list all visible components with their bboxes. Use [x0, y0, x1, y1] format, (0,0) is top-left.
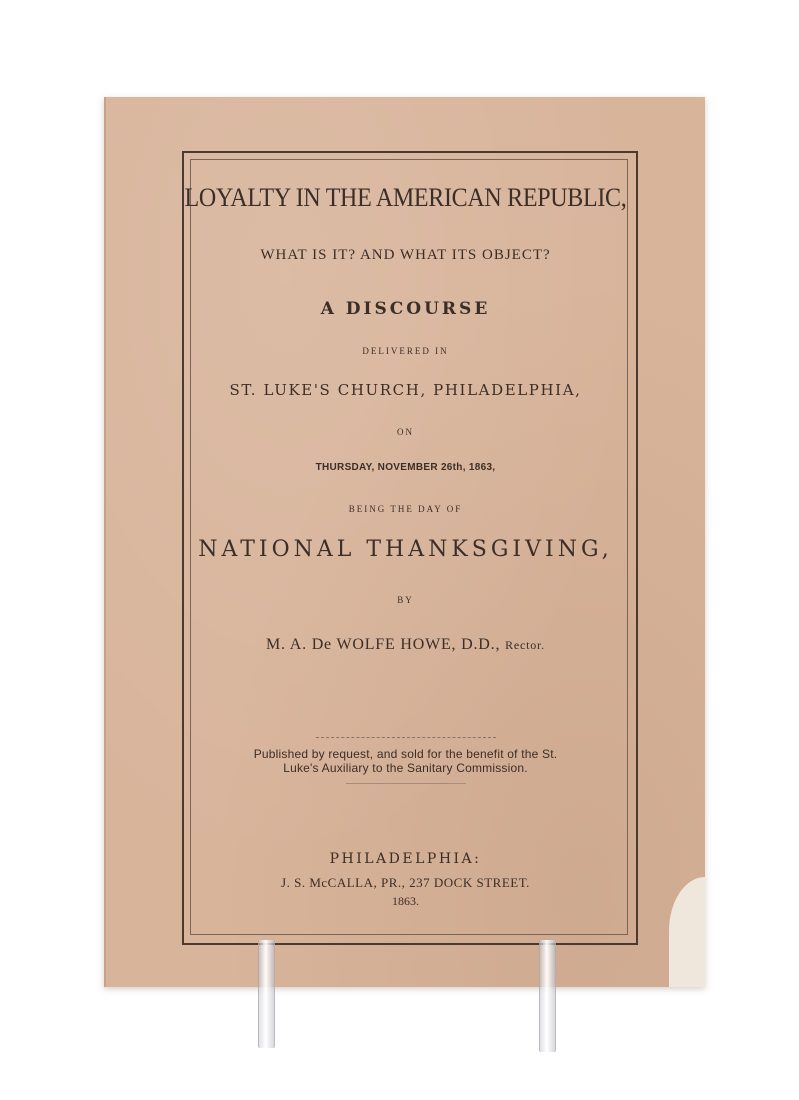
publication-note	[106, 747, 705, 775]
pamphlet-cover	[104, 97, 705, 987]
author-line	[106, 636, 705, 654]
imprint-printer: J. S. McCALLA, PR., 237 DOCK STREET.	[281, 875, 530, 890]
display-stand-left-leg	[258, 940, 275, 1048]
occasion-heading: NATIONAL THANKSGIVING,	[198, 537, 613, 562]
on-text: ON	[397, 427, 414, 437]
author-role: Rector.	[505, 638, 545, 652]
delivery-date: THURSDAY, NOVEMBER 26th, 1863,	[315, 462, 496, 473]
church-name: ST. LUKE'S CHURCH, PHILADELPHIA,	[229, 381, 582, 399]
pamphlet-title: LOYALTY IN THE AMERICAN REPUBLIC,	[184, 183, 627, 213]
imprint-year: 1863.	[392, 894, 419, 908]
discourse-heading: A DISCOURSE	[320, 299, 491, 319]
by-text: BY	[397, 595, 414, 605]
publication-note-line2: Luke's Auxiliary to the Sanitary Commission.	[283, 761, 528, 775]
imprint-city: PHILADELPHIA:	[329, 851, 482, 867]
divider-top	[316, 737, 496, 738]
display-stand-right-leg	[539, 940, 556, 1052]
author-name: M. A. De WOLFE HOWE, D.D.,	[266, 636, 506, 653]
being-the-day-of-text: BEING THE DAY OF	[348, 504, 463, 514]
delivered-in-text: DELIVERED IN	[362, 346, 449, 356]
publication-note-line1: Published by request, and sold for the benefit of the St.	[253, 747, 558, 761]
pamphlet-subtitle: WHAT IS IT? AND WHAT ITS OBJECT?	[260, 247, 551, 263]
divider-bottom	[346, 783, 466, 784]
